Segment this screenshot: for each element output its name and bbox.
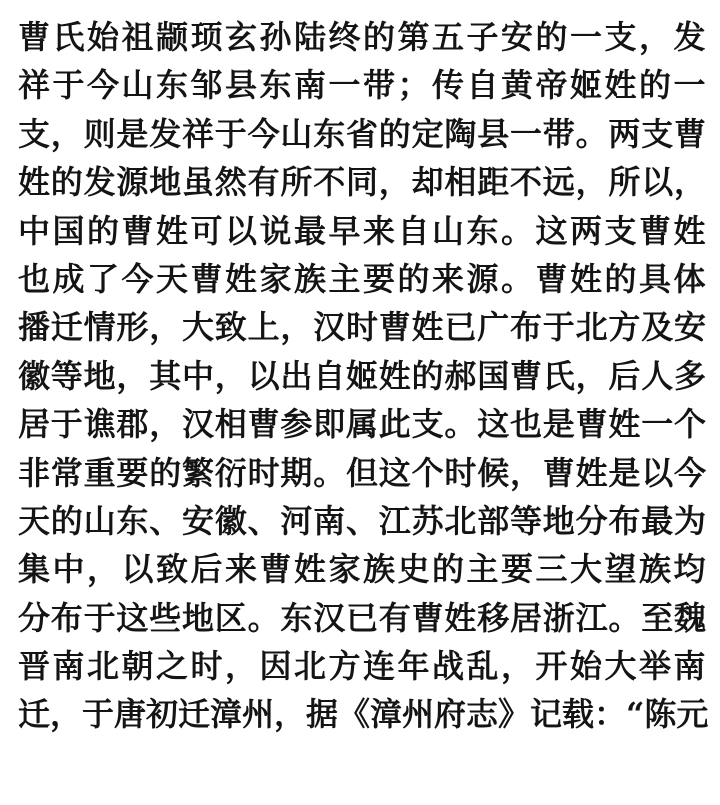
text-line: 迁，于唐初迁漳州，据《漳州府志》记载：“陈元	[18, 695, 709, 734]
text-line: 分布于这些地区。东汉已有曹姓移居浙江。至魏	[18, 598, 707, 637]
text-line: 集中，以致后来曹姓家族史的主要三大望族均	[18, 550, 709, 589]
text-line: 曹氏始祖颛顼玄孙陆终的第五子安的一支，发	[18, 18, 709, 56]
text-line: 非常重要的繁衍时期。但这个时候，曹姓是以今	[18, 453, 707, 492]
text-line: 支，则是发祥于今山东省的定陶县一带。两支曹	[18, 114, 707, 153]
text-line: 播迁情形，大致上，汉时曹姓已广布于北方及安	[18, 308, 707, 347]
text-line: 徽等地，其中，以出自姬姓的郝国曹氏，后人多	[18, 356, 707, 395]
article-text	[18, 13, 708, 739]
text-line: 姓的发源地虽然有所不同，却相距不远，所以，	[18, 163, 707, 202]
text-line: 晋南北朝之时，因北方连年战乱，开始大举南	[18, 647, 709, 686]
text-line: 天的山东、安徽、河南、江苏北部等地分布最为	[18, 501, 707, 540]
text-line: 也成了今天曹姓家族主要的来源。曹姓的具体	[18, 259, 709, 298]
text-line: 祥于今山东邹县东南一带；传自黄帝姬姓的一	[18, 66, 709, 105]
text-line: 中国的曹姓可以说最早来自山东。这两支曹姓	[18, 211, 709, 250]
text-line: 居于谯郡，汉相曹参即属此支。这也是曹姓一个	[18, 405, 707, 444]
